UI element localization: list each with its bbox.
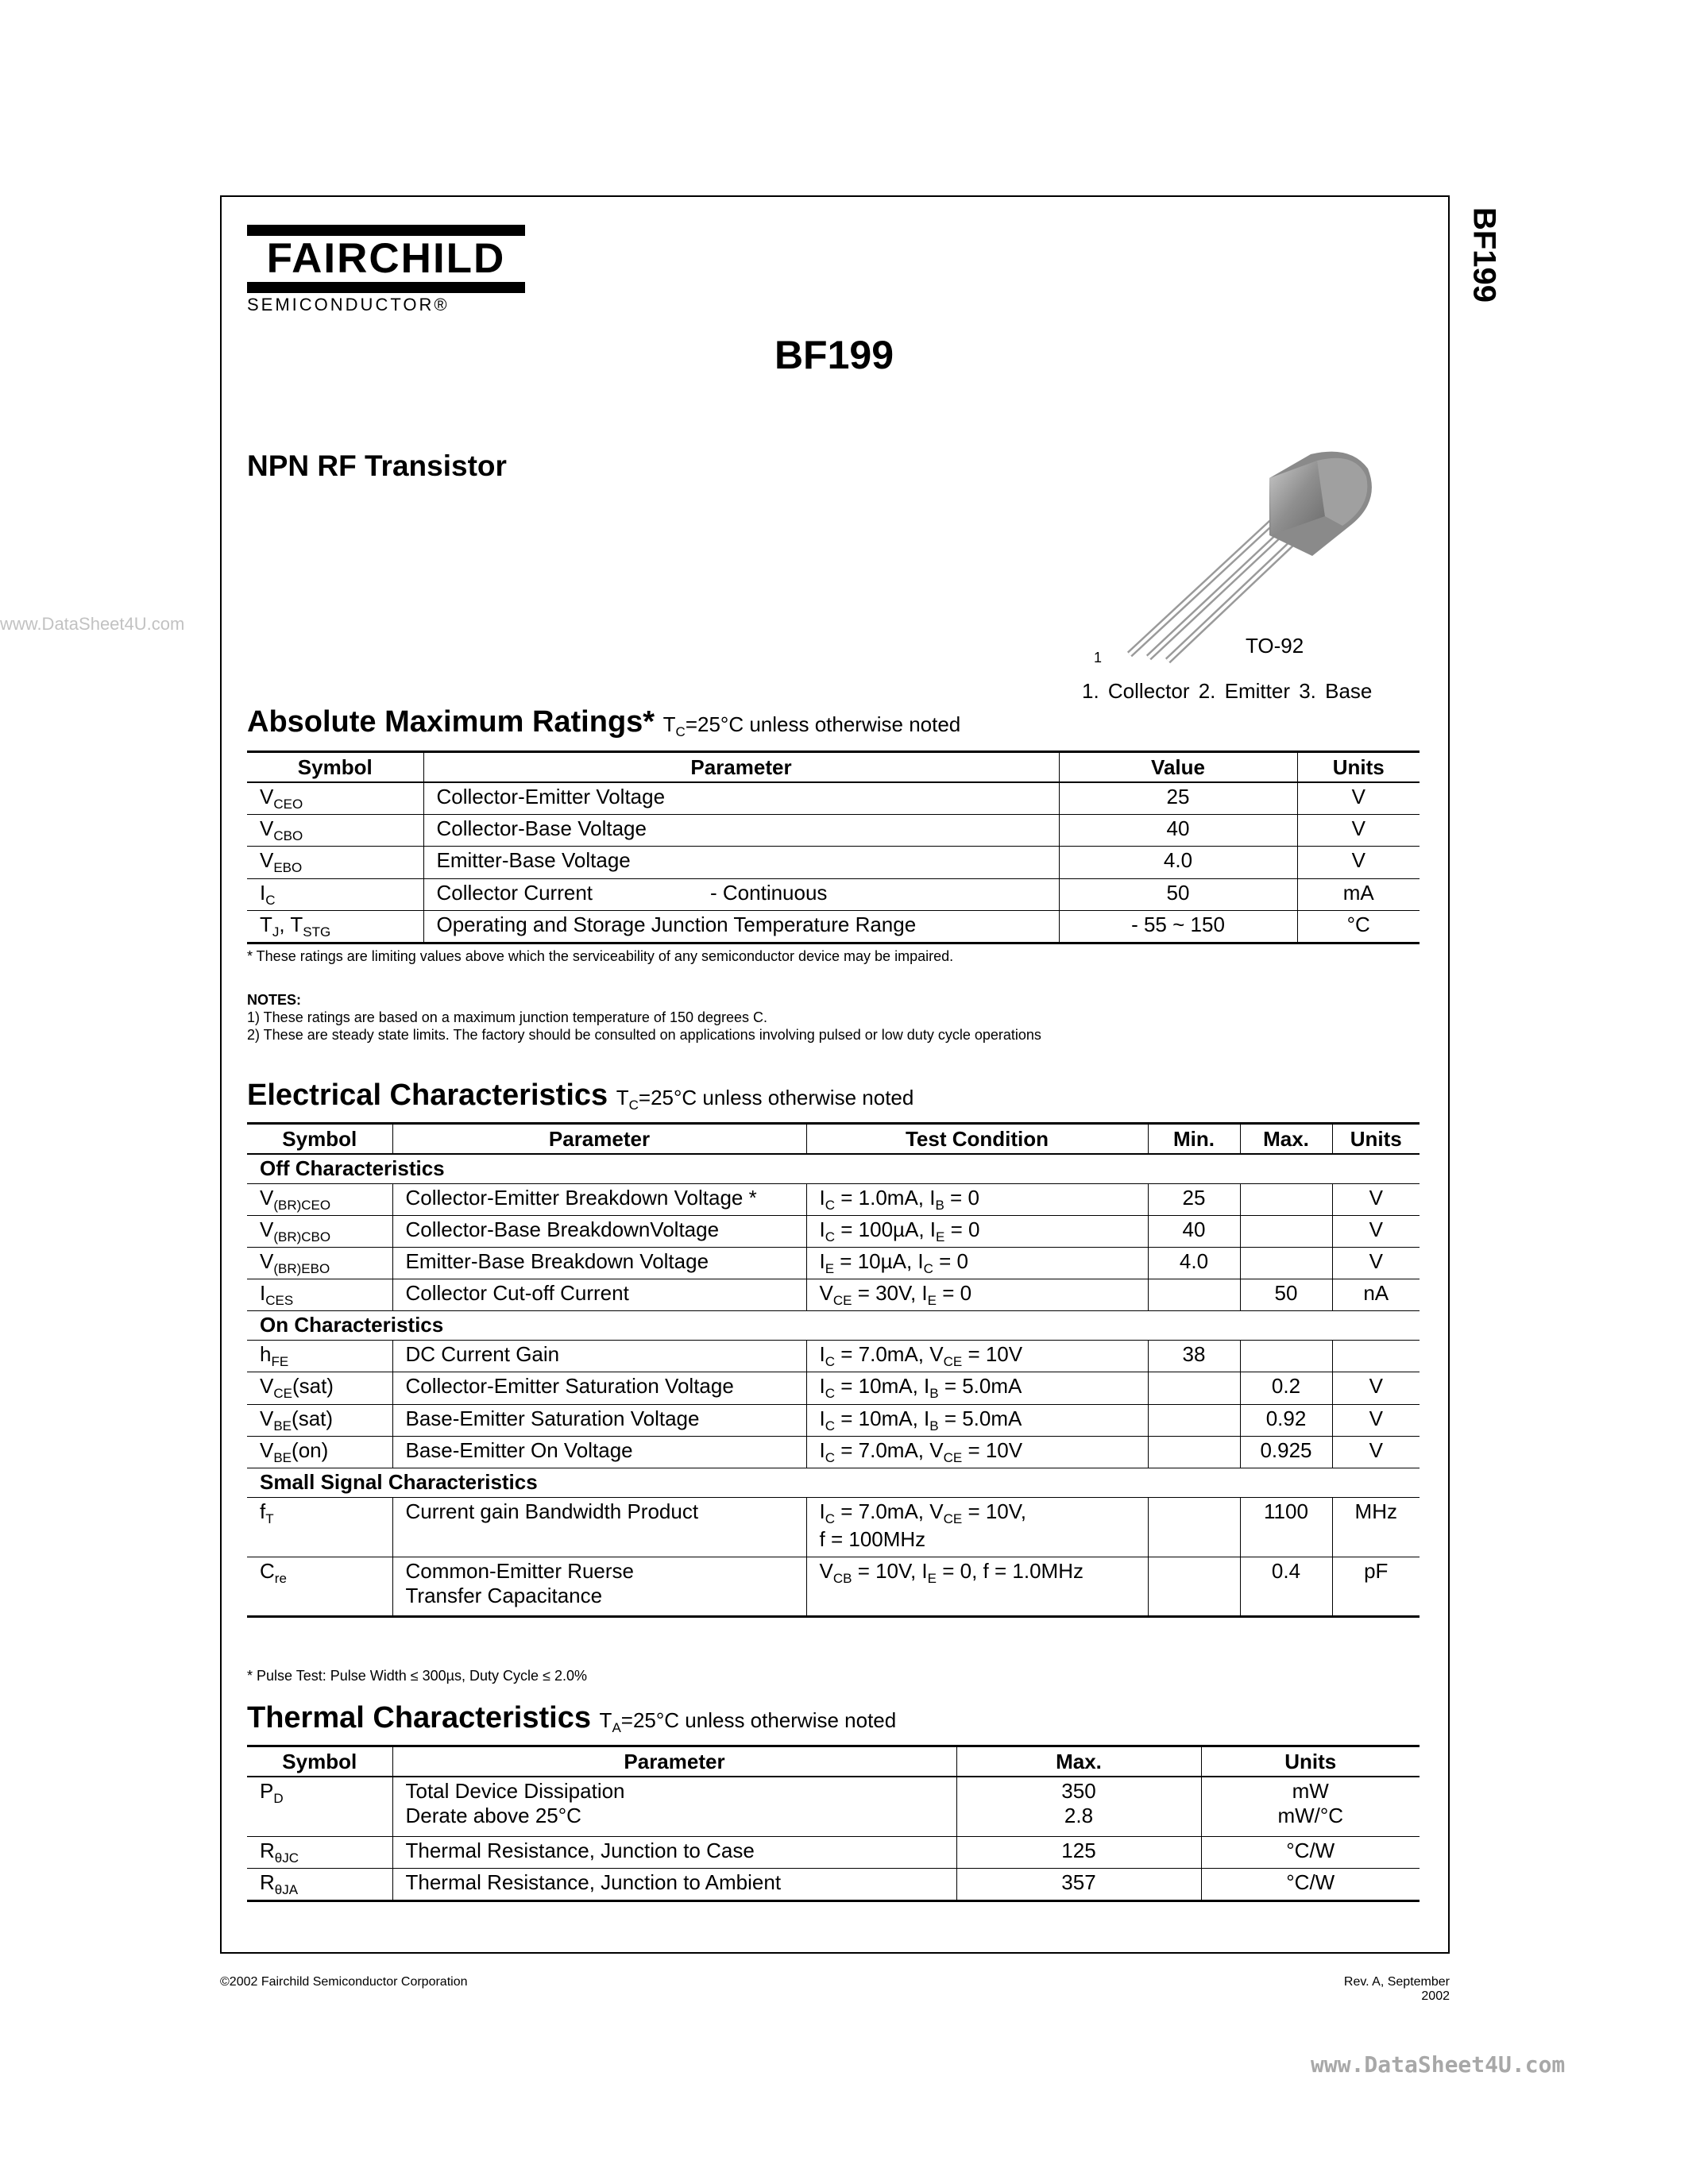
abs-max-footnote: * These ratings are limiting values above which the serviceability of any semiconductor device may be impaired. (247, 948, 954, 964)
notes: NOTES: 1) These ratings are based on a maximum junction temperature of 150 degrees C. 2) These are steady state limits. The factory should be consulted on applications involving pulsed or low duty cycle operations (247, 992, 1041, 1043)
table-row: $R_{\theta JC}$ Thermal Resistance, Junction to Case 125 °C/W (247, 1836, 1420, 1868)
table-row: $C_{re}$ Common-Emitter Ruerse Transfer Capacitance $V_{CB} = 10V$, $I_E = 0$, f = 1.0MHz 0.4 pF (247, 1557, 1420, 1617)
table-row: $V_{CEO}$ Collector-Emitter Voltage 25 V (247, 782, 1420, 815)
page-title: BF199 (774, 333, 894, 377)
table-row: $h_{FE}$ DC Current Gain $I_C = 7.0mA$, $V_{CE} = 10V$ 38 (247, 1341, 1420, 1372)
table-row: $I_C$ Collector Current - Continuous 50 mA (247, 878, 1420, 910)
logo-name: FAIRCHILD (266, 235, 506, 282)
footer-copyright: ©2002 Fairchild Semiconductor Corporation (220, 1975, 468, 1989)
abs-max-table: Symbol Parameter Value Units $V_{CEO}$ Collector-Emitter Voltage 25 V $V_{CBO}$ Collector-Base Voltage 40 V $V_{EBO}$ Emitter-Base Voltage 4.0 V $I_C$ Collector Current - Continuous 50 mA $T_J$, $T_{STG}$ Operating and Storage Junction Temperature Range - 55 ~ 150 °C (247, 751, 1420, 944)
pin1-label: 1 (1094, 650, 1103, 666)
electrical-title: Electrical Characteristics $T_C=25^\circ C$ unless otherwise noted (247, 1078, 914, 1113)
thermal-table: Symbol Parameter Max. Units $P_D$ Total Device Dissipation Derate above 25°C 350 2.8 mW mW/°C $R_{\theta JC}$ Thermal Resistance, Junction to Case 125 °C/W $R_{\theta JA}$ Thermal Resistance, Junction to Ambient 357 °C/W (247, 1745, 1420, 1902)
fairchild-logo (247, 225, 525, 315)
thermal-title: Thermal Characteristics $T_A=25^\circ C$ unless otherwise noted (247, 1701, 897, 1736)
subtitle: NPN RF Transistor (247, 450, 507, 482)
table-row: $V_{(BR)EBO}$ Emitter-Base Breakdown Voltage $I_E = 10\mu A$, $I_C = 0$ 4.0 V (247, 1247, 1420, 1279)
table-row: $T_J$, $T_{STG}$ Operating and Storage Junction Temperature Range - 55 ~ 150 °C (247, 910, 1420, 943)
electrical-footnote: * Pulse Test: Pulse Width ≤ 300µs, Duty Cycle ≤ 2.0% (247, 1668, 587, 1684)
package-name: TO-92 (1246, 634, 1304, 658)
table-row: $V_{EBO}$ Emitter-Base Voltage 4.0 V (247, 847, 1420, 878)
table-row: $V_{(BR)CBO}$ Collector-Base BreakdownVoltage $I_C = 100\mu A$, $I_E = 0$ 40 V (247, 1215, 1420, 1247)
watermark-bottom: www.DataSheet4U.com (1311, 2051, 1566, 2078)
logo-bar-bottom (247, 282, 525, 293)
table-row: $I_{CES}$ Collector Cut-off Current $V_{CE} = 30V$, $I_E = 0$ 50 nA (247, 1279, 1420, 1311)
table-row: $V_{CE}(sat)$ Collector-Emitter Saturation Voltage $I_C = 10mA$, $I_B = 5.0mA$ 0.2 V (247, 1372, 1420, 1404)
logo-bar-top (247, 225, 525, 236)
footer-revision: Rev. A, September 2002 (1343, 1975, 1450, 2003)
electrical-table: Symbol Parameter Test Condition Min. Max. Units Off Characteristics $V_{(BR)CEO}$ Collector-Emitter Breakdown Voltage * $I_C = 1.0mA$, $I_B = 0$ 25 V $V_{(BR)CBO}$ Collector-Base BreakdownVoltage $I_C = 100\mu A$, $I_E = 0$ 40 V $V_{(BR)EBO}$ Emitter-Base Breakdown Voltage $I_E = 10\mu A$, $I_C = 0$ 4.0 V $I_{CES}$ Collector Cut-off Current $V_{CE} = 30V$, $I_E = 0$ 50 nA On Characteristics $h_{FE}$ DC Current Gain $I_C = 7.0mA$, $V_{CE} = 10V$ 38 $V_{CE}(sat)$ Collector-Emitter Saturation Voltage $I_C = 10mA$, $I_B = 5.0mA$ 0.2 V $V_{BE}(sat)$ Base-Emitter Saturation Voltage $I_C = 10mA$, $I_B = 5.0mA$ 0.92 V $V_{BE}(on)$ Base-Emitter On Voltage $I_C = 7.0mA$, $V_{CE} = 10V$ 0.925 V Small Signal Characteristics $f_T$ Current gain Bandwidth Product $I_C = 7.0mA$, $V_{CE} = 10V$, f = 100MHz 1100 MHz $C_{re}$ Common-Emitter Ruerse Transfer Capacitance $V_{CB} = 10V$, $I_E = 0$, f = 1.0MHz 0.4 pF (247, 1122, 1420, 1618)
abs-max-title: Absolute Maximum Ratings* $T_C=25^\circ C$ unless otherwise noted (247, 705, 961, 740)
table-row: $R_{\theta JA}$ Thermal Resistance, Junction to Ambient 357 °C/W (247, 1868, 1420, 1900)
pin-description: 1. Collector 2. Emitter 3. Base (1082, 679, 1373, 703)
table-row: $V_{BE}(on)$ Base-Emitter On Voltage $I_C = 7.0mA$, $V_{CE} = 10V$ 0.925 V (247, 1436, 1420, 1468)
table-row: $f_T$ Current gain Bandwidth Product $I_C = 7.0mA$, $V_{CE} = 10V$, f = 100MHz 1100 MHz (247, 1498, 1420, 1557)
side-title (1460, 195, 1508, 314)
table-row: $V_{BE}(sat)$ Base-Emitter Saturation Voltage $I_C = 10mA$, $I_B = 5.0mA$ 0.92 V (247, 1404, 1420, 1436)
group-row: Small Signal Characteristics (247, 1468, 1420, 1498)
table-row: $V_{(BR)CEO}$ Collector-Emitter Breakdown Voltage * $I_C = 1.0mA$, $I_B = 0$ 25 V (247, 1183, 1420, 1215)
table-row: $P_D$ Total Device Dissipation Derate above 25°C 350 2.8 mW mW/°C (247, 1777, 1420, 1836)
logo-sub: SEMICONDUCTOR® (247, 295, 450, 314)
group-row: Off Characteristics (247, 1154, 1420, 1183)
group-row: On Characteristics (247, 1311, 1420, 1341)
to92-package-icon (1072, 437, 1390, 675)
watermark: www.DataSheet4U.com (0, 614, 185, 634)
side-title-text: BF199 (1466, 206, 1502, 303)
table-row: $V_{CBO}$ Collector-Base Voltage 40 V (247, 815, 1420, 847)
